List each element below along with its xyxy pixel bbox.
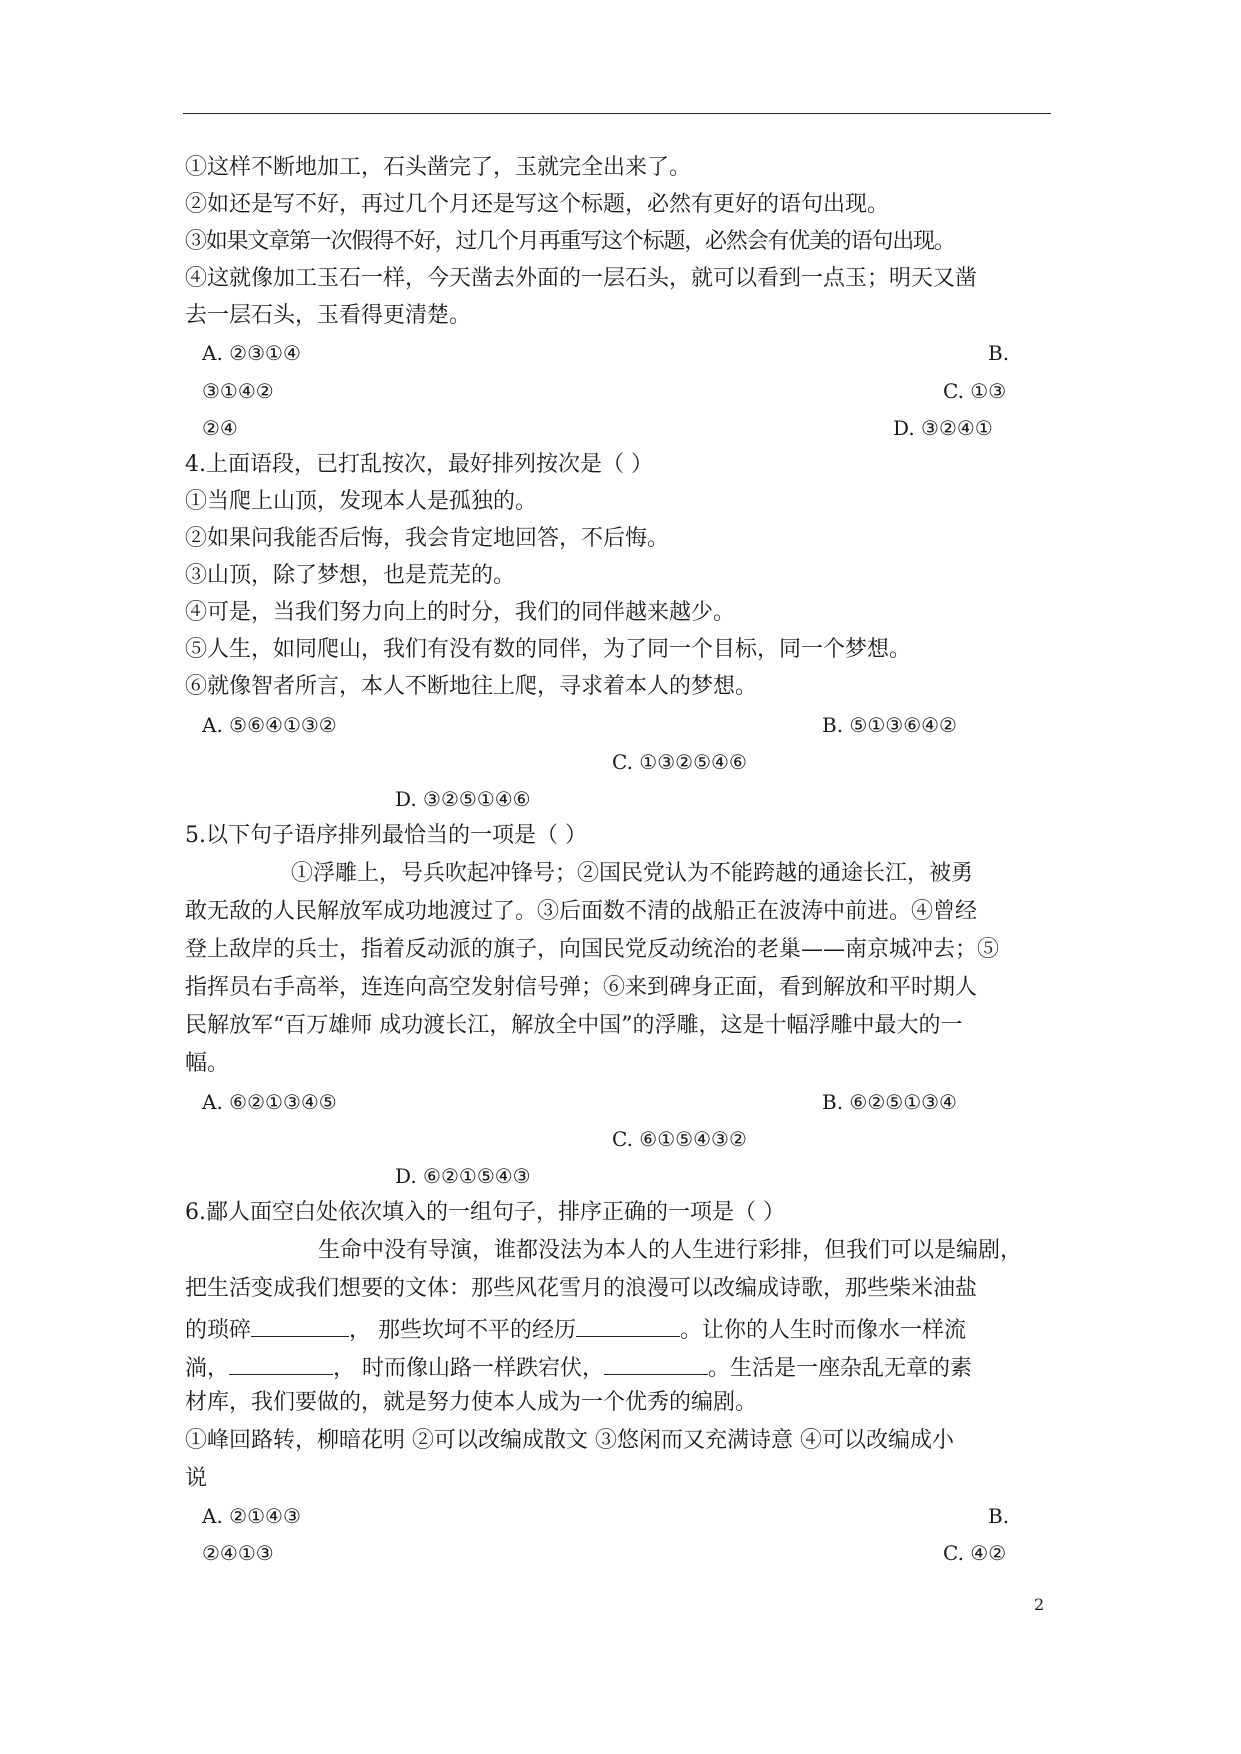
q6-passage-2: 把生活变成我们想要的文体：那些风花雪月的浪漫可以改编成诗歌，那些柴米油盐	[185, 1276, 978, 1301]
q3-option-c-value: ②④	[202, 416, 238, 440]
q4-sentence-6: ⑥就像智者所言，本人不断地往上爬，寻求着本人的梦想。	[185, 674, 758, 699]
q5-passage-4: 指挥员右手高举，连连向高空发射信号弹；⑥来到碑身正面，看到解放和平时期人	[185, 975, 978, 1000]
q6-stem: 6.鄙人面空白处依次填入的一组句子，排序正确的一项是（ ）	[185, 1200, 785, 1225]
q5-option-a: A. ⑥②①③④⑤	[202, 1090, 337, 1114]
q5-passage-5: 民解放军“百万雄师 成功渡长江，解放全中国”的浮雕，这是十幅浮雕中最大的一	[185, 1013, 963, 1038]
q3-sentence-4b: 去一层石头，玉看得更清楚。	[185, 303, 472, 328]
q3-option-d: D. ③②④①	[893, 416, 993, 440]
q4-sentence-5: ⑤人生，如同爬山，我们有没有数的同伴，为了同一个目标，同一个梦想。	[185, 637, 912, 662]
q5-option-b: B. ⑥②⑤①③④	[822, 1090, 957, 1114]
q3-option-a: A. ②③①④	[202, 341, 301, 365]
q6-passage-3-part-2: ， 那些坎坷不平的经历	[349, 1318, 577, 1343]
q5-passage-6: 幅。	[185, 1051, 230, 1076]
fill-blank-3	[229, 1350, 333, 1375]
q5-passage-2: 敢无敌的人民解放军成功地渡过了。③后面数不清的战船正在波涛中前进。④曾经	[185, 899, 978, 924]
q4-stem: 4.上面语段，已打乱按次，最好排列按次是（ ）	[185, 452, 653, 477]
q6-option-b-label: B.	[988, 1504, 1010, 1528]
q6-passage-4-part-2: ， 时而像山路一样跌宕伏，	[333, 1356, 605, 1381]
page-number: 2	[1034, 1595, 1045, 1614]
q6-choices-line-2: 说	[185, 1466, 208, 1491]
fill-blank-1	[251, 1312, 349, 1337]
q5-passage-3: 登上敌岸的兵士，指着反动派的旗子，向国民党反动统治的老巢——南京城冲去；⑤	[185, 937, 1000, 962]
q6-passage-1: 生命中没有导演，谁都没法为本人的人生进行彩排，但我们可以是编剧，	[318, 1238, 1023, 1263]
q4-option-a: A. ⑤⑥④①③②	[202, 713, 337, 737]
q5-option-d: D. ⑥②①⑤④③	[395, 1164, 531, 1188]
q6-passage-3-part-1: 的琐碎	[185, 1318, 252, 1343]
q5-stem: 5.以下句子语序排列最恰当的一项是（ ）	[185, 823, 587, 848]
q3-sentence-3: ③如果文章第一次假得不好，过几个月再重写这个标题，必然会有优美的语句出现。	[185, 229, 955, 254]
header-rule	[183, 113, 1051, 114]
q3-option-b-value: ③①④②	[202, 379, 274, 403]
q6-passage-4-part-3: 。生活是一座杂乱无章的素	[708, 1356, 973, 1381]
q3-sentence-4a: ④这就像加工玉石一样，今天凿去外面的一层石头，就可以看到一点玉；明天又凿	[185, 266, 978, 291]
fill-blank-2	[576, 1312, 680, 1337]
q3-option-b-label: B.	[988, 341, 1010, 365]
q4-sentence-2: ②如果问我能否后悔，我会肯定地回答，不后悔。	[185, 526, 670, 551]
q6-passage-3-part-3: 。让你的人生时而像水一样流	[680, 1318, 967, 1343]
q3-option-c-label: C. ①③	[943, 379, 1007, 403]
q6-option-a: A. ②①④③	[202, 1504, 301, 1528]
q5-passage-1: ①浮雕上，号兵吹起冲锋号；②国民党认为不能跨越的通途长江，被勇	[291, 861, 974, 886]
fill-blank-4	[604, 1350, 708, 1375]
q4-sentence-3: ③山顶，除了梦想，也是荒芜的。	[185, 563, 516, 588]
q4-option-b: B. ⑤①③⑥④②	[822, 713, 957, 737]
q4-option-c: C. ①③②⑤④⑥	[612, 750, 747, 774]
q4-sentence-1: ①当爬上山顶，发现本人是孤独的。	[185, 489, 538, 514]
q3-sentence-2: ②如还是写不好，再过几个月还是写这个标题，必然有更好的语句出现。	[185, 192, 890, 217]
q3-sentence-1: ①这样不断地加工，石头凿完了，玉就完全出来了。	[185, 155, 692, 180]
q4-option-d: D. ③②⑤①④⑥	[395, 787, 531, 811]
q6-passage-5: 材库，我们要做的，就是努力使本人成为一个优秀的编剧。	[185, 1390, 758, 1415]
q4-sentence-4: ④可是，当我们努力向上的时分，我们的同伴越来越少。	[185, 600, 736, 625]
q5-option-c: C. ⑥①⑤④③②	[612, 1127, 747, 1151]
q6-passage-3	[185, 1312, 966, 1346]
q6-option-c: C. ④②	[943, 1541, 1007, 1565]
q6-option-b-value: ②④①③	[202, 1541, 274, 1565]
q6-passage-4-part-1: 淌，	[185, 1356, 230, 1381]
q6-passage-4	[185, 1350, 972, 1384]
q6-choices-line-1: ①峰回路转，柳暗花明 ②可以改编成散文 ③悠闲而又充满诗意 ④可以改编成小	[185, 1428, 954, 1453]
